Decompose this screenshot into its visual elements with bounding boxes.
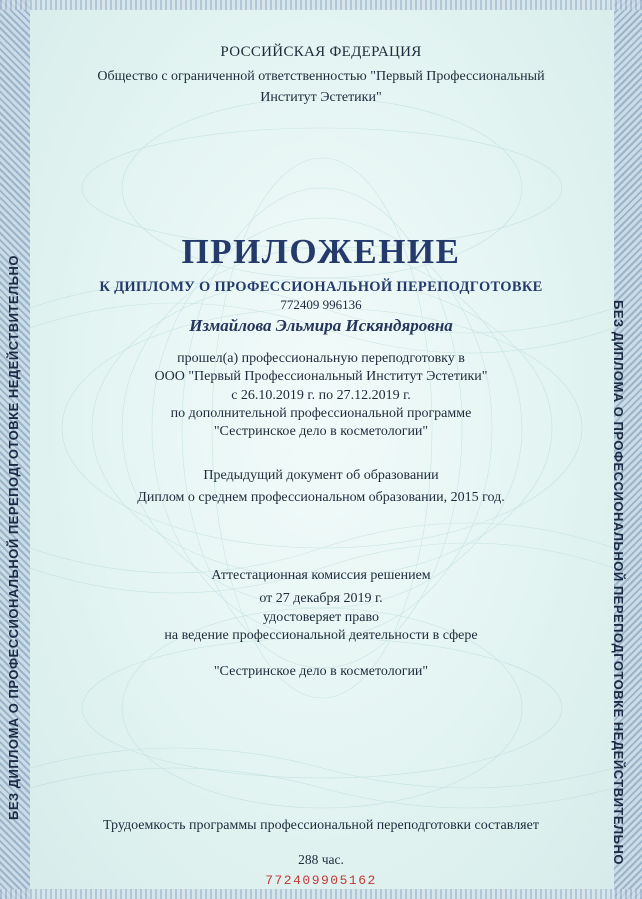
guilloche-pattern <box>30 8 614 890</box>
registration-number: 772409 996136 <box>280 297 362 312</box>
attestation-line-2: от 27 декабря 2019 г. <box>259 591 383 606</box>
organization-line-2: Институт Эстетики" <box>260 90 382 105</box>
labor-intensity-label: Трудоемкость программы профессиональной переподготовки составляет <box>103 818 539 833</box>
right-side-text: БЕЗ ДИПЛОМА О ПРОФЕССИОНАЛЬНОЙ ПЕРЕПОДГОТОВКЕ НЕДЕЙСТВИТЕЛЬНО <box>611 300 626 866</box>
labor-intensity-value: 288 час. <box>298 852 344 867</box>
attestation-line-4: на ведение профессиональной деятельности в сфере <box>164 628 478 643</box>
holder-name: Измайлова Эльмира Искяндяровна <box>189 316 453 335</box>
attestation-field: "Сестринское дело в косметологии" <box>213 664 429 679</box>
serial-number: 772409905162 <box>265 873 377 888</box>
organization-line-1: Общество с ограниченной ответственностью "Первый Профессиональный <box>97 69 545 84</box>
body-line-4: по дополнительной профессиональной программе <box>170 406 472 421</box>
country-title: РОССИЙСКАЯ ФЕДЕРАЦИЯ <box>220 44 422 60</box>
body-line-3: с 26.10.2019 г. по 27.12.2019 г. <box>231 388 411 403</box>
previous-document-label: Предыдущий документ об образовании <box>203 468 439 483</box>
body-line-1: прошел(а) профессиональную переподготовку в <box>177 351 465 366</box>
previous-document-value: Диплом о среднем профессиональном образовании, 2015 год. <box>137 490 505 505</box>
top-ornamental-border <box>0 0 642 10</box>
left-side-text: БЕЗ ДИПЛОМА О ПРОФЕССИОНАЛЬНОЙ ПЕРЕПОДГОТОВКЕ НЕДЕЙСТВИТЕЛЬНО <box>6 254 21 820</box>
bottom-ornamental-border <box>0 889 642 899</box>
body-line-2: ООО "Первый Профессиональный Институт Эстетики" <box>154 369 488 384</box>
attestation-line-3: удостоверяет право <box>263 610 379 625</box>
attestation-line-1: Аттестационная комиссия решением <box>211 568 431 583</box>
document-subheading: К ДИПЛОМУ О ПРОФЕССИОНАЛЬНОЙ ПЕРЕПОДГОТОВКЕ <box>99 279 543 295</box>
body-line-5: "Сестринское дело в косметологии" <box>213 424 429 439</box>
document-heading: ПРИЛОЖЕНИЕ <box>181 232 461 271</box>
